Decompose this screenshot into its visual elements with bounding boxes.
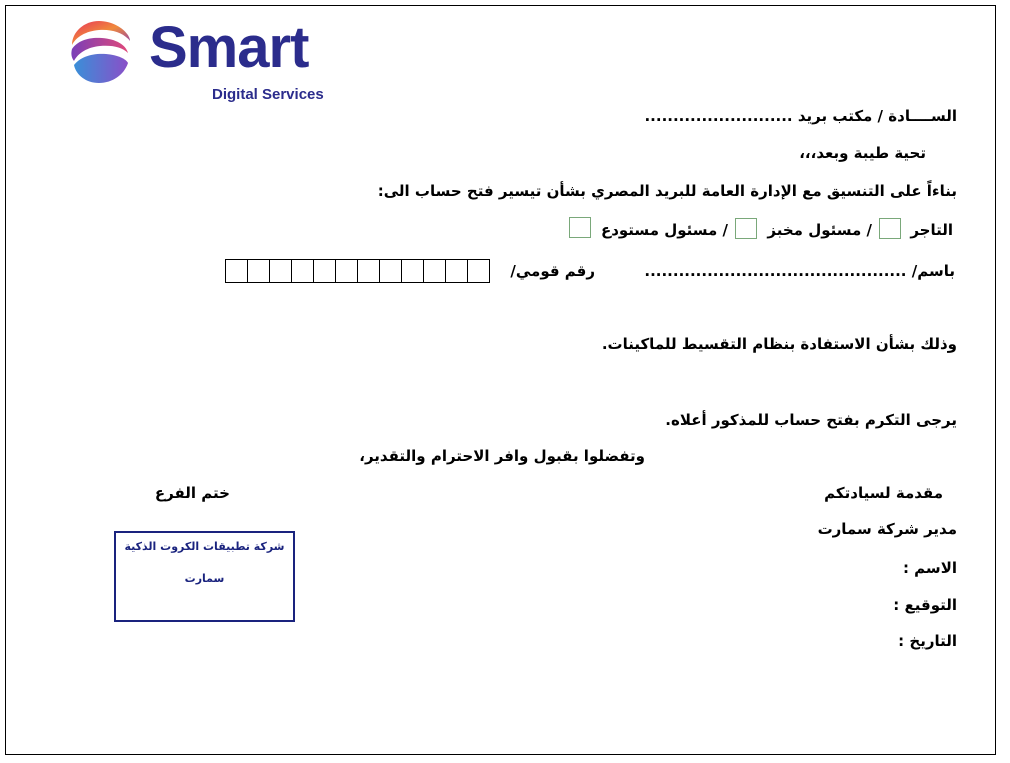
national-id-digit-box[interactable] <box>423 259 446 283</box>
stamp-company-name: شركة تطبيقات الكروت الذكية <box>124 540 285 553</box>
merchant-checkbox[interactable] <box>879 218 901 239</box>
logo-wordmark: Smart <box>149 15 309 80</box>
national-id-digit-box[interactable] <box>291 259 314 283</box>
company-stamp <box>114 531 295 622</box>
warehouse-manager-checkbox[interactable] <box>569 217 591 238</box>
greeting: تحية طيبة وبعد،،، <box>799 144 926 162</box>
request-text: يرجى التكرم بفتح حساب للمذكور أعلاه. <box>665 411 957 429</box>
name-field-label: باسم/ .............................................. <box>644 262 955 280</box>
signer-name-label: الاسم : <box>902 559 957 577</box>
smart-swirl-icon <box>66 19 132 85</box>
national-id-boxes[interactable] <box>225 259 501 283</box>
national-id-digit-box[interactable] <box>379 259 402 283</box>
national-id-digit-box[interactable] <box>225 259 248 283</box>
national-id-digit-box[interactable] <box>357 259 380 283</box>
option-warehouse-label: / مسئول مستودع <box>600 221 728 239</box>
signature-label: التوقيع : <box>893 596 957 614</box>
national-id-digit-box[interactable] <box>313 259 336 283</box>
national-id-digit-box[interactable] <box>269 259 292 283</box>
branch-stamp-label: ختم الفرع <box>154 484 230 502</box>
intro-text: بناءاً على التنسيق مع الإدارة العامة للبريد المصري بشأن تيسير فتح حساب الى: <box>377 182 957 200</box>
smart-logo <box>66 15 346 109</box>
option-bakery-label: / مسئول مخبز <box>767 221 872 239</box>
national-id-label: رقم قومي/ <box>510 262 595 280</box>
closing-text: وتفضلوا بقبول وافر الاحترام والتقدير، <box>359 447 645 465</box>
benefit-text: وذلك بشأن الاستفادة بنظام التقسيط للماكينات. <box>601 335 957 353</box>
national-id-digit-box[interactable] <box>467 259 490 283</box>
logo-subtitle: Digital Services <box>212 86 324 103</box>
stamp-brand-name: سمارت <box>184 572 225 585</box>
national-id-digit-box[interactable] <box>247 259 270 283</box>
option-merchant-label: التاجر <box>910 221 953 239</box>
national-id-digit-box[interactable] <box>401 259 424 283</box>
manager-title: مدير شركة سمارت <box>817 520 957 538</box>
national-id-digit-box[interactable] <box>445 259 468 283</box>
presented-by: مقدمة لسيادتكم <box>824 484 943 502</box>
national-id-digit-box[interactable] <box>335 259 358 283</box>
bakery-manager-checkbox[interactable] <box>735 218 757 239</box>
date-label: التاريخ : <box>898 632 957 650</box>
salutation-to: الســــادة / مكتب بريد .......................... <box>644 107 957 125</box>
